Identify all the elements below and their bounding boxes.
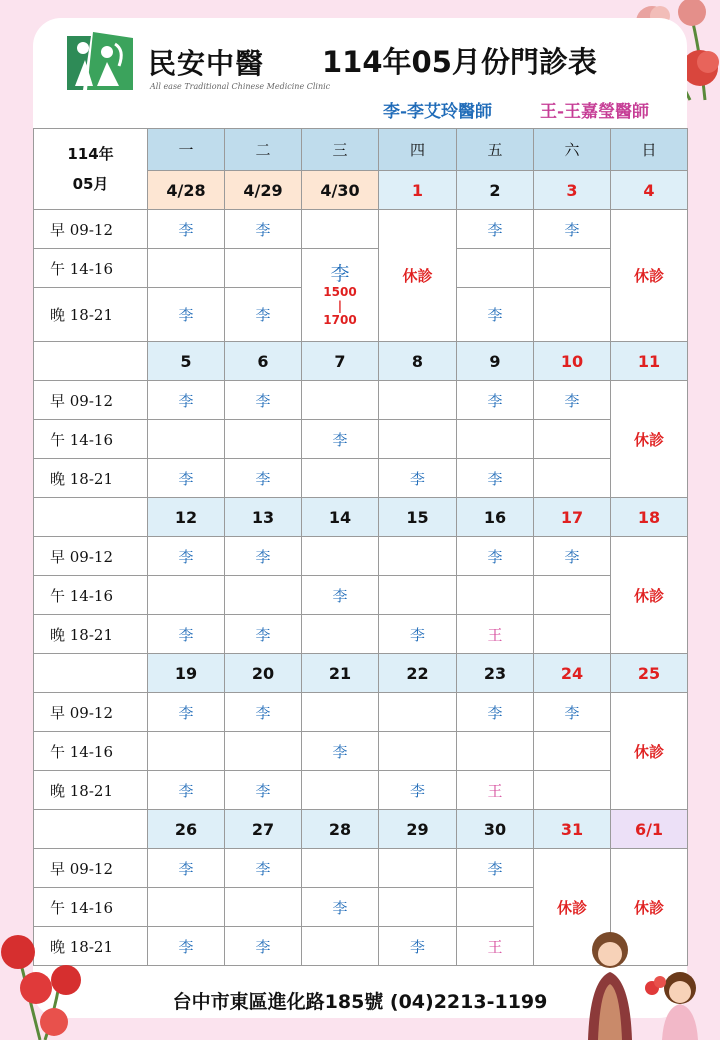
- schedule-slot: [148, 576, 225, 615]
- date-cell: 23: [457, 654, 534, 693]
- closed-cell: 休診: [611, 381, 688, 498]
- schedule-slot: 李: [148, 288, 225, 342]
- schedule-slot: 李: [457, 288, 534, 342]
- date-cell: 27: [225, 810, 302, 849]
- date-cell: 28: [302, 810, 379, 849]
- schedule-slot: [534, 420, 611, 459]
- carnation-decoration-icon: [0, 930, 90, 1040]
- date-cell: 31: [534, 810, 611, 849]
- schedule-slot: 李: [379, 459, 457, 498]
- schedule-slot: 李: [148, 927, 225, 966]
- schedule-slot: [302, 927, 379, 966]
- session-label-afternoon: 午 14-16: [34, 732, 148, 771]
- session-label-afternoon: 午 14-16: [34, 576, 148, 615]
- schedule-slot: [534, 771, 611, 810]
- schedule-slot: 王: [457, 771, 534, 810]
- schedule-slot: 李: [225, 288, 302, 342]
- session-label-evening: 晚 18-21: [34, 459, 148, 498]
- weekday-header: 二: [225, 129, 302, 171]
- schedule-slot: [302, 693, 379, 732]
- special-separator: |: [337, 299, 343, 313]
- weekday-header: 五: [457, 129, 534, 171]
- schedule-slot: 李: [457, 210, 534, 249]
- closed-cell: 休診: [611, 210, 688, 342]
- date-cell: 1: [379, 171, 457, 210]
- schedule-slot: 李: [534, 381, 611, 420]
- schedule-slot: [534, 732, 611, 771]
- schedule-slot: 李: [148, 771, 225, 810]
- schedule-slot: [302, 210, 379, 249]
- date-cell: 3: [534, 171, 611, 210]
- schedule-slot: 李: [225, 693, 302, 732]
- schedule-slot: [148, 888, 225, 927]
- schedule-slot: [148, 420, 225, 459]
- date-cell: 8: [379, 342, 457, 381]
- schedule-slot: 李: [457, 693, 534, 732]
- date-row-spacer: [34, 498, 148, 537]
- schedule-slot: 李: [148, 381, 225, 420]
- schedule-slot: 李: [302, 888, 379, 927]
- schedule-slot: 李: [225, 459, 302, 498]
- schedule-slot: [534, 459, 611, 498]
- page-title: 114年05月份門診表: [322, 45, 597, 79]
- schedule-slot: 李: [225, 771, 302, 810]
- schedule-slot: [302, 849, 379, 888]
- date-cell: 6: [225, 342, 302, 381]
- closed-cell: 休診: [611, 849, 688, 966]
- weekday-header: 一: [148, 129, 225, 171]
- schedule-slot: 李: [225, 537, 302, 576]
- date-cell: 22: [379, 654, 457, 693]
- date-cell: 18: [611, 498, 688, 537]
- session-label-morning: 早 09-12: [34, 381, 148, 420]
- clinic-address-phone: 台中市東區進化路185號 (04)2213-1199: [172, 991, 548, 1013]
- date-cell: 5: [148, 342, 225, 381]
- session-label-morning: 早 09-12: [34, 693, 148, 732]
- year-label: 114年: [67, 145, 114, 163]
- date-cell: 17: [534, 498, 611, 537]
- schedule-slot: 王: [457, 927, 534, 966]
- date-cell: 13: [225, 498, 302, 537]
- doctor-wang-legend: 王-王嘉瑩醫師: [540, 102, 650, 122]
- schedule-slot: [302, 615, 379, 654]
- schedule-slot: [379, 732, 457, 771]
- session-label-evening: 晚 18-21: [34, 615, 148, 654]
- session-label-morning: 早 09-12: [34, 537, 148, 576]
- schedule-slot: [457, 420, 534, 459]
- schedule-slot: 李: [148, 210, 225, 249]
- date-cell: 7: [302, 342, 379, 381]
- schedule-slot: 李: [457, 537, 534, 576]
- schedule-slot: 李: [225, 615, 302, 654]
- schedule-slot: [225, 576, 302, 615]
- schedule-slot: [379, 693, 457, 732]
- schedule-slot: 李: [148, 537, 225, 576]
- schedule-slot: [379, 420, 457, 459]
- schedule-slot: 李: [457, 849, 534, 888]
- schedule-slot: 李: [148, 693, 225, 732]
- date-cell: 2: [457, 171, 534, 210]
- weekday-header: 三: [302, 129, 379, 171]
- special-doctor: 李: [330, 263, 350, 285]
- date-cell: 25: [611, 654, 688, 693]
- schedule-slot: [379, 381, 457, 420]
- date-cell: 4/29: [225, 171, 302, 210]
- clinic-name: 民安中醫: [148, 47, 265, 80]
- schedule-slot: 李: [379, 927, 457, 966]
- schedule-slot: [225, 420, 302, 459]
- schedule-slot: [534, 576, 611, 615]
- schedule-slot: [379, 849, 457, 888]
- schedule-slot: 李: [534, 693, 611, 732]
- schedule-slot: 李: [225, 849, 302, 888]
- schedule-slot: [225, 249, 302, 288]
- date-cell: 30: [457, 810, 534, 849]
- schedule-slot: [379, 888, 457, 927]
- schedule-slot: [302, 771, 379, 810]
- date-cell: 21: [302, 654, 379, 693]
- date-cell: 16: [457, 498, 534, 537]
- schedule-slot: 李: [148, 615, 225, 654]
- year-month-cell: [34, 129, 148, 210]
- schedule-slot: [534, 249, 611, 288]
- schedule-slot: 李: [302, 576, 379, 615]
- date-cell: 14: [302, 498, 379, 537]
- schedule-slot: [457, 888, 534, 927]
- schedule-table: [33, 128, 688, 966]
- date-cell: 9: [457, 342, 534, 381]
- closed-cell: 休診: [379, 210, 457, 342]
- schedule-slot: [457, 576, 534, 615]
- date-cell: 15: [379, 498, 457, 537]
- schedule-slot: 李: [379, 771, 457, 810]
- schedule-slot: 李: [225, 927, 302, 966]
- date-cell: 6/1: [611, 810, 688, 849]
- date-cell: 11: [611, 342, 688, 381]
- schedule-slot: [379, 576, 457, 615]
- weekday-header: 六: [534, 129, 611, 171]
- schedule-slot: 李: [148, 849, 225, 888]
- schedule-slot: [148, 249, 225, 288]
- schedule-slot: 李: [534, 537, 611, 576]
- date-cell: 4/30: [302, 171, 379, 210]
- session-label-evening: 晚 18-21: [34, 927, 148, 966]
- schedule-slot: 李: [148, 459, 225, 498]
- date-row-spacer: [34, 810, 148, 849]
- special-end-time: 1700: [323, 313, 357, 327]
- mother-child-illustration-icon: [570, 920, 720, 1040]
- session-label-evening: 晚 18-21: [34, 288, 148, 342]
- schedule-slot: 李: [302, 732, 379, 771]
- special-hours-cell: [302, 249, 379, 342]
- schedule-slot: [302, 459, 379, 498]
- clinic-logo-icon: [63, 30, 137, 96]
- schedule-slot: 李: [302, 420, 379, 459]
- session-label-evening: 晚 18-21: [34, 771, 148, 810]
- schedule-slot: 李: [225, 381, 302, 420]
- schedule-slot: 李: [225, 210, 302, 249]
- schedule-slot: [457, 732, 534, 771]
- date-cell: 12: [148, 498, 225, 537]
- doctor-li-legend: 李-李艾玲醫師: [383, 102, 493, 122]
- schedule-slot: [457, 249, 534, 288]
- date-cell: 20: [225, 654, 302, 693]
- schedule-slot: 李: [534, 210, 611, 249]
- closed-cell: 休診: [611, 537, 688, 654]
- schedule-slot: 李: [457, 459, 534, 498]
- schedule-slot: 王: [457, 615, 534, 654]
- session-label-afternoon: 午 14-16: [34, 420, 148, 459]
- schedule-slot: [148, 732, 225, 771]
- schedule-slot: [534, 288, 611, 342]
- closed-cell: 休診: [534, 849, 611, 966]
- weekday-header: 四: [379, 129, 457, 171]
- schedule-slot: 李: [379, 615, 457, 654]
- schedule-slot: [534, 615, 611, 654]
- clinic-english-name: All ease Traditional Chinese Medicine Clinic: [150, 82, 331, 91]
- schedule-slot: [302, 381, 379, 420]
- weekday-header: 日: [611, 129, 688, 171]
- date-row-spacer: [34, 342, 148, 381]
- session-label-morning: 早 09-12: [34, 210, 148, 249]
- special-start-time: 1500: [323, 285, 357, 299]
- date-cell: 4: [611, 171, 688, 210]
- date-row-spacer: [34, 654, 148, 693]
- session-label-afternoon: 午 14-16: [34, 888, 148, 927]
- date-cell: 10: [534, 342, 611, 381]
- session-label-afternoon: 午 14-16: [34, 249, 148, 288]
- schedule-slot: [379, 537, 457, 576]
- schedule-slot: [302, 537, 379, 576]
- month-label: 05月: [72, 175, 109, 193]
- date-cell: 24: [534, 654, 611, 693]
- date-cell: 19: [148, 654, 225, 693]
- date-cell: 29: [379, 810, 457, 849]
- closed-cell: 休診: [611, 693, 688, 810]
- schedule-slot: 李: [457, 381, 534, 420]
- schedule-slot: [225, 888, 302, 927]
- date-cell: 26: [148, 810, 225, 849]
- session-label-morning: 早 09-12: [34, 849, 148, 888]
- date-cell: 4/28: [148, 171, 225, 210]
- schedule-slot: [225, 732, 302, 771]
